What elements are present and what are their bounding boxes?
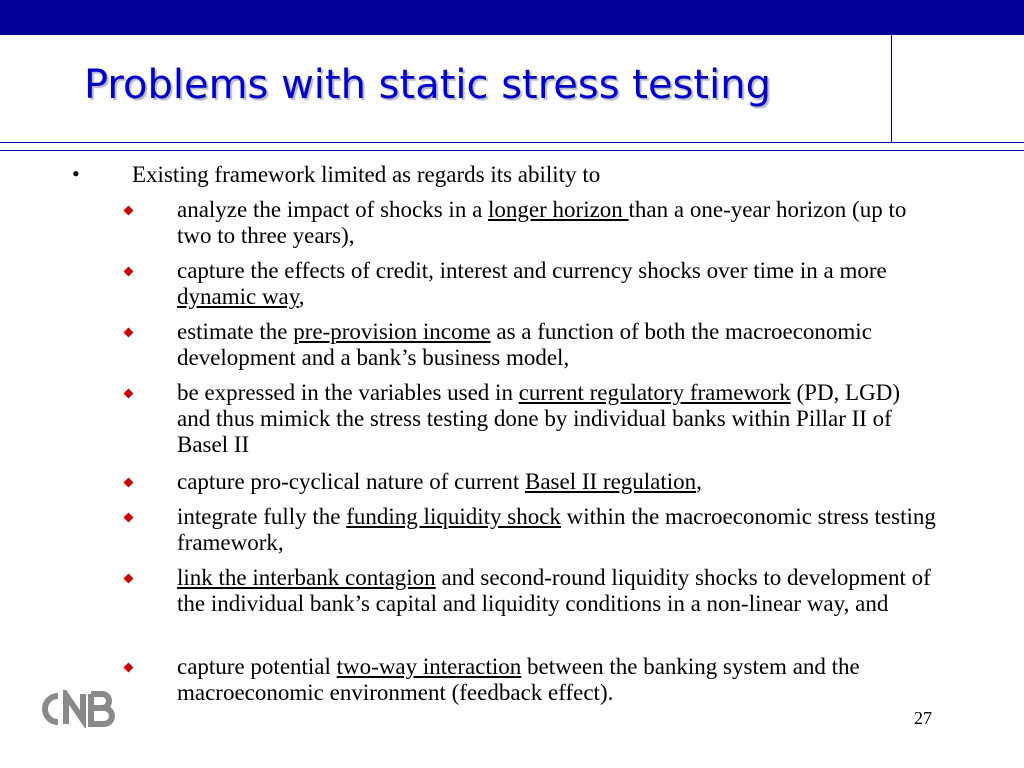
- diamond-bullet-icon: [124, 574, 134, 584]
- main-bullet-icon: •: [72, 161, 80, 186]
- cnb-logo: [38, 690, 118, 728]
- page-number: 27: [914, 708, 932, 728]
- diamond-bullet-icon: [124, 663, 134, 673]
- sub-point-text: ,: [298, 284, 305, 309]
- logo-letter-b: [91, 694, 112, 724]
- diamond-bullet-icon: [124, 478, 134, 488]
- sub-point-text: integrate fully the: [177, 504, 347, 529]
- diamond-bullet-icon: [124, 328, 134, 338]
- sub-point-text: within the macroeconomic stress testing framework,: [177, 504, 936, 555]
- diamond-bullet-icon: [124, 267, 134, 277]
- sub-point-7: [177, 565, 937, 617]
- sub-point-underlined: funding liquidity shock: [346, 504, 561, 529]
- diamond-bullet-icon: [124, 513, 134, 523]
- sub-point-underlined: link the interbank contagion: [177, 565, 436, 590]
- sub-point-text: estimate the: [177, 319, 294, 344]
- sub-point-5: [177, 469, 937, 495]
- slide-title: Problems with static stress testing: [84, 62, 771, 108]
- sub-point-3: [177, 319, 937, 371]
- sub-point-text: and second-round liquidity shocks to development of the individual bank’s capital and liquidity conditions in a non-linear way, and: [177, 565, 931, 616]
- logo-letter-n: [66, 694, 83, 724]
- sub-point-underlined: two-way interaction: [336, 654, 522, 679]
- sub-point-text: ,: [696, 469, 702, 494]
- sub-point-underlined: dynamic way: [177, 284, 299, 309]
- sub-point-underlined: Basel II regulation: [525, 469, 697, 494]
- sub-point-2: [177, 258, 937, 310]
- logo-letter-c: [45, 696, 58, 722]
- sub-point-text: (PD, LGD) and thus mimick the stress testing done by individual banks within Pillar II of Basel II: [177, 380, 900, 457]
- top-header-bar: [0, 0, 1024, 35]
- sub-point-text: capture pro-cyclical nature of current: [177, 469, 525, 494]
- sub-point-8: [177, 654, 937, 706]
- main-point-text: Existing framework limited as regards its ability to: [132, 162, 601, 187]
- diamond-bullet-icon: [124, 389, 134, 399]
- title-divider-vertical: [891, 35, 892, 143]
- sub-point-4: [177, 380, 937, 458]
- diamond-bullet-icon: [124, 206, 134, 216]
- sub-point-6: [177, 504, 937, 556]
- title-divider-horizontal: [0, 142, 1024, 143]
- sub-point-1: [177, 197, 937, 249]
- sub-point-underlined: current regulatory framework: [518, 380, 791, 405]
- sub-point-text: between the banking system and the macroeconomic environment (feedback effect).: [177, 654, 860, 705]
- sub-point-text: analyze the impact of shocks in a: [177, 197, 489, 222]
- sub-point-underlined: longer horizon: [488, 197, 629, 222]
- title-divider-horizontal-secondary: [0, 150, 1024, 151]
- sub-point-text: capture potential: [177, 654, 337, 679]
- sub-point-text: than a one-year horizon (up to two to three years),: [177, 197, 907, 248]
- sub-point-text: capture the effects of credit, interest and currency shocks over time in a more: [177, 258, 887, 283]
- sub-point-text: be expressed in the variables used in: [177, 380, 519, 405]
- sub-point-underlined: pre-provision income: [293, 319, 491, 344]
- sub-point-text: as a function of both the macroeconomic development and a bank’s business model,: [177, 319, 872, 370]
